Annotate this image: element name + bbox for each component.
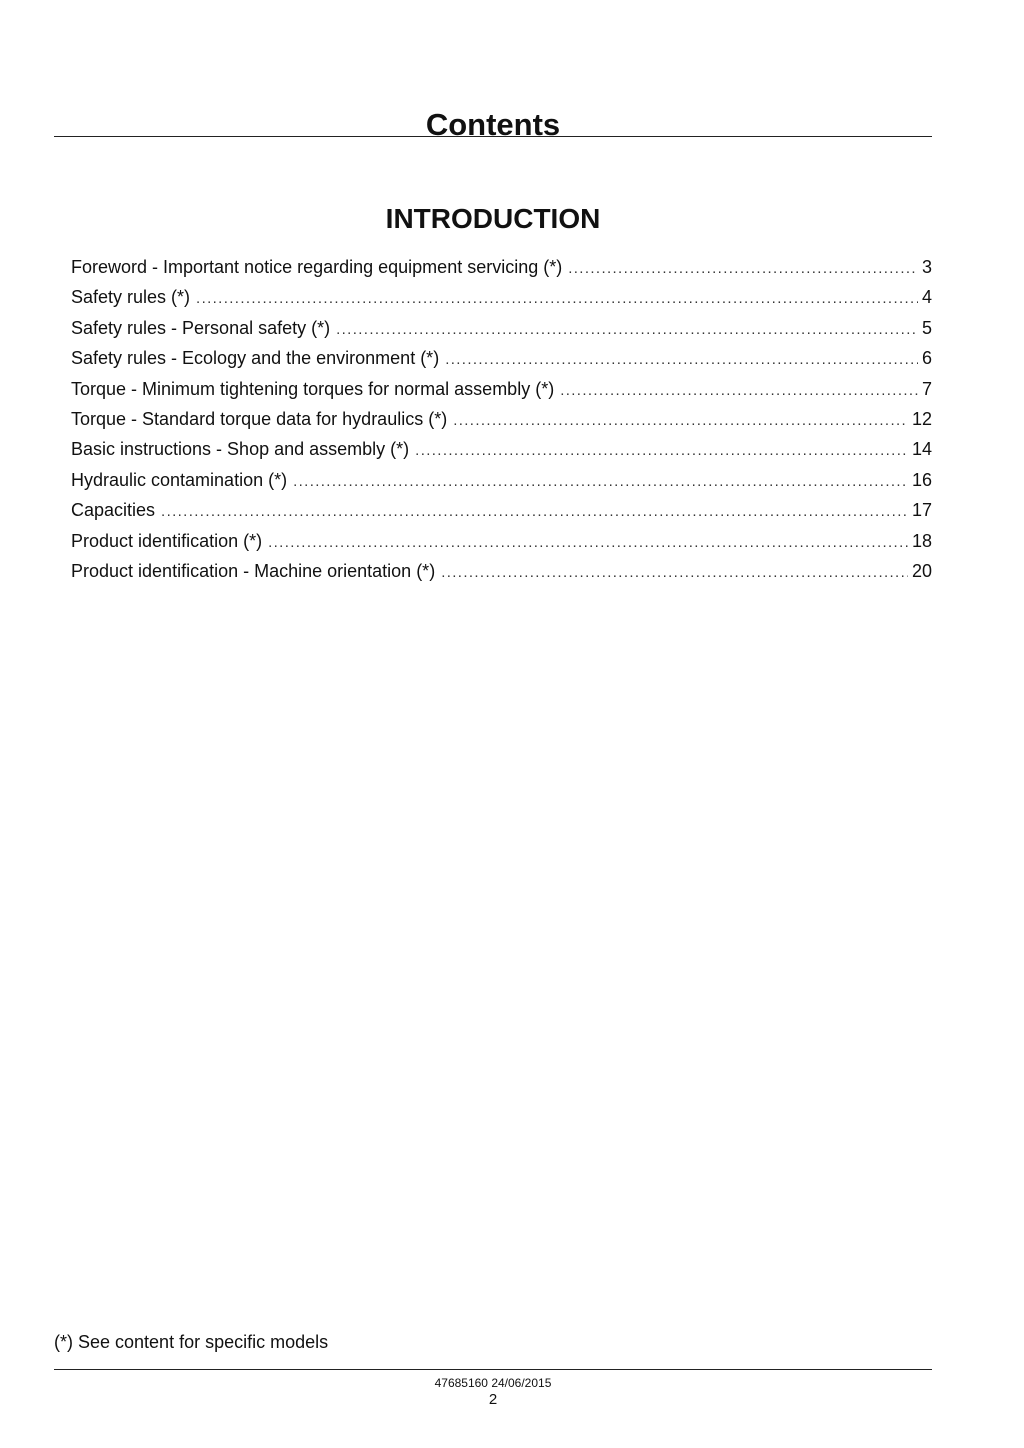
- document-id: 47685160 24/06/2015: [434, 1376, 552, 1390]
- toc-entry-title: Safety rules - Ecology and the environment (*): [71, 348, 440, 369]
- footer-divider: [54, 1369, 932, 1370]
- table-of-contents: [71, 256, 932, 590]
- dot-leader: [293, 471, 908, 493]
- dot-leader: [453, 410, 908, 432]
- toc-entry-page: 20: [911, 560, 932, 581]
- toc-entry-page: 14: [911, 439, 932, 460]
- dot-leader: [441, 562, 908, 584]
- toc-entry-page: 5: [921, 317, 932, 338]
- section-title: INTRODUCTION: [385, 203, 601, 235]
- dot-leader: [560, 380, 918, 402]
- toc-entry-page: 18: [911, 530, 932, 551]
- toc-entry-title: Product identification (*): [71, 530, 263, 551]
- toc-entry-title: Torque - Standard torque data for hydraulics (*): [71, 408, 448, 429]
- page-number: 2: [488, 1391, 498, 1408]
- toc-entry-page: 12: [911, 408, 932, 429]
- toc-entry-page: 4: [921, 287, 932, 308]
- toc-entry[interactable]: [71, 256, 932, 286]
- toc-entry[interactable]: [71, 347, 932, 377]
- dot-leader: [196, 288, 918, 310]
- toc-entry-page: 16: [911, 469, 932, 490]
- toc-entry[interactable]: [71, 469, 932, 499]
- toc-entry-title: Product identification - Machine orientation (*): [71, 560, 436, 581]
- toc-entry-page: 3: [921, 257, 932, 277]
- toc-entry[interactable]: [71, 499, 932, 529]
- dot-leader: [568, 258, 918, 280]
- toc-entry-title: Safety rules - Personal safety (*): [71, 317, 331, 338]
- toc-entry-title: Foreword - Important notice regarding equipment servicing (*): [71, 257, 563, 277]
- toc-entry-title: Capacities: [71, 500, 156, 521]
- toc-entry[interactable]: [71, 286, 932, 316]
- toc-entry-page: 6: [921, 348, 932, 369]
- footnote: (*) See content for specific models: [54, 1332, 329, 1352]
- toc-entry-title: Safety rules (*): [71, 287, 191, 308]
- dot-leader: [268, 532, 908, 554]
- toc-entry[interactable]: [71, 560, 932, 590]
- toc-entry[interactable]: [71, 438, 932, 468]
- dot-leader: [415, 440, 908, 462]
- toc-entry[interactable]: [71, 408, 932, 438]
- toc-entry-page: 17: [911, 500, 932, 521]
- toc-entry[interactable]: [71, 530, 932, 560]
- dot-leader: [161, 501, 908, 523]
- toc-entry[interactable]: [71, 317, 932, 347]
- title-divider: [54, 136, 932, 137]
- dot-leader: [336, 319, 918, 341]
- toc-entry-title: Hydraulic contamination (*): [71, 469, 288, 490]
- toc-entry[interactable]: [71, 378, 932, 408]
- toc-entry-title: Torque - Minimum tightening torques for normal assembly (*): [71, 378, 555, 399]
- toc-entry-title: Basic instructions - Shop and assembly (*): [71, 439, 410, 460]
- dot-leader: [445, 349, 918, 371]
- toc-entry-page: 7: [921, 378, 932, 399]
- page-title: Contents: [425, 106, 561, 142]
